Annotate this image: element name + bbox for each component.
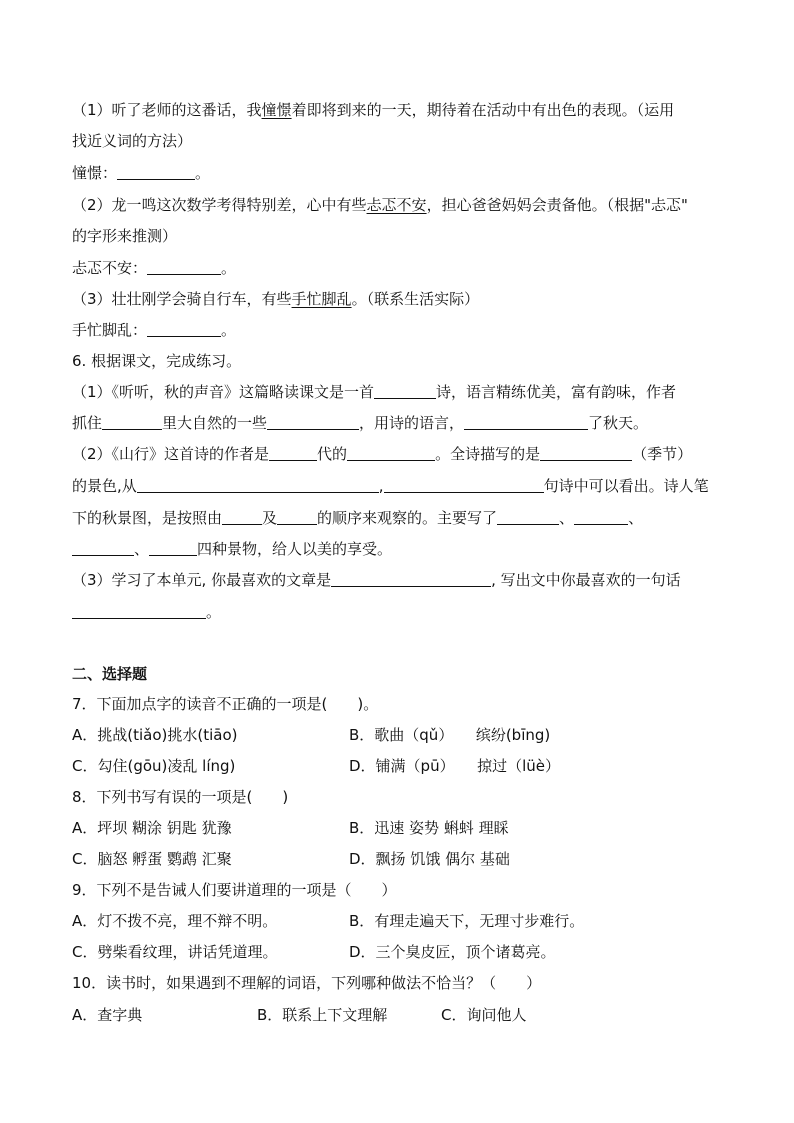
answer-blank[interactable] bbox=[117, 164, 195, 180]
q5-item3-keyword: 手忙脚乱 bbox=[291, 290, 352, 308]
answer-blank[interactable] bbox=[149, 540, 197, 556]
q5-item2-line: （2）龙一鸣这次数学考得特别差，心中有些忐忑不安，担心爸爸妈妈会责备他。（根据"忐忑" bbox=[72, 196, 688, 214]
q8-option-a[interactable]: A．坪坝 糊涂 钥匙 犹豫 bbox=[72, 819, 232, 837]
q7-option-a[interactable]: A．挑战(tiǎo)挑水(tiāo) bbox=[72, 726, 238, 744]
q6-p3-line1: （3）学习了本单元, 你最喜欢的文章是 , 写出文中你最喜欢的一句话 bbox=[72, 571, 681, 589]
q7-option-c[interactable]: C．勾住(gōu)凌乱 líng) bbox=[72, 757, 236, 775]
q9-stem: 9．下列不是告诫人们要讲道理的一项是（ ） bbox=[72, 881, 397, 899]
q6-p2-line1: （2）《山行》这首诗的作者是 代的 。全诗描写的是 （季节） bbox=[72, 445, 693, 463]
q6-p1-line1: （1）《听听，秋的声音》这篇略读课文是一首 诗，语言精练优美，富有韵味，作者 bbox=[72, 383, 677, 401]
q8-option-c[interactable]: C．脑怒 孵蛋 鹦鹉 汇聚 bbox=[72, 850, 232, 868]
answer-blank[interactable] bbox=[72, 540, 134, 556]
answer-blank[interactable] bbox=[267, 414, 359, 430]
q8-option-d[interactable]: D．飘扬 饥饿 偶尔 基础 bbox=[349, 850, 510, 868]
q5-item1-answer: 憧憬： 。 bbox=[72, 164, 211, 182]
q5-item2-answer: 忐忑不安： 。 bbox=[72, 259, 237, 277]
answer-blank[interactable] bbox=[574, 509, 628, 525]
answer-blank[interactable] bbox=[102, 414, 162, 430]
q6-p2-line3: 下的秋景图，是按照由 及 的顺序来观察的。主要写了 、 、 bbox=[72, 509, 644, 527]
answer-blank[interactable] bbox=[72, 603, 206, 619]
answer-blank[interactable] bbox=[222, 509, 262, 525]
answer-blank[interactable] bbox=[147, 321, 221, 337]
q5-item2-cont: 的字形来推测） bbox=[72, 227, 178, 245]
answer-blank[interactable] bbox=[277, 509, 317, 525]
q9-option-b[interactable]: B．有理走遍天下，无理寸步难行。 bbox=[349, 912, 585, 930]
q10-option-b[interactable]: B．联系上下文理解 bbox=[257, 1006, 388, 1024]
q5-item1-text: （1）听了老师的这番话，我 bbox=[72, 101, 262, 119]
answer-blank[interactable] bbox=[331, 571, 491, 587]
q5-item1-line bbox=[72, 100, 674, 120]
answer-blank[interactable] bbox=[137, 477, 379, 493]
answer-blank[interactable] bbox=[147, 259, 221, 275]
answer-blank[interactable] bbox=[497, 509, 559, 525]
q5-item1-cont: 找近义词的方法） bbox=[72, 132, 193, 150]
q5-item1-text-after: 着即将到来的一天，期待着在活动中有出色的表现。（运用 bbox=[291, 101, 675, 119]
q7-option-b[interactable]: B．歌曲（qǔ） 缤纷(bīng) bbox=[349, 726, 551, 744]
q7-stem: 7．下面加点字的读音不正确的一项是( )。 bbox=[72, 695, 379, 713]
q6-p2-line2: 的景色,从 , 句诗中可以看出。诗人笔 bbox=[72, 477, 709, 495]
q10-option-a[interactable]: A．查字典 bbox=[72, 1006, 143, 1024]
answer-blank[interactable] bbox=[464, 414, 588, 430]
q9-option-d[interactable]: D．三个臭皮匠，顶个诸葛亮。 bbox=[349, 943, 556, 961]
q6-title: 6. 根据课文，完成练习。 bbox=[72, 352, 242, 370]
answer-blank[interactable] bbox=[540, 445, 632, 461]
answer-blank[interactable] bbox=[347, 445, 435, 461]
answer-blank[interactable] bbox=[384, 477, 544, 493]
q9-option-c[interactable]: C．劈柴看纹理，讲话凭道理。 bbox=[72, 943, 278, 961]
q5-item3-line: （3）壮壮刚学会骑自行车，有些手忙脚乱。（联系生活实际） bbox=[72, 290, 480, 308]
q5-item2-keyword: 忐忑不安 bbox=[366, 196, 427, 214]
answer-blank[interactable] bbox=[374, 383, 436, 399]
q10-option-c[interactable]: C．询问他人 bbox=[441, 1006, 527, 1024]
q5-item1-keyword: 憧憬 bbox=[261, 101, 292, 119]
q10-stem: 10．读书时，如果遇到不理解的词语，下列哪种做法不恰当？（ ） bbox=[72, 974, 542, 992]
q5-item3-answer: 手忙脚乱： 。 bbox=[72, 321, 237, 339]
q7-option-d[interactable]: D．铺满（pū） 掠过（lüè） bbox=[349, 757, 560, 775]
answer-blank[interactable] bbox=[269, 445, 317, 461]
q6-p1-line2: 抓住 里大自然的一些 ，用诗的语言， 了秋天。 bbox=[72, 414, 649, 432]
section2-title: 二、选择题 bbox=[72, 665, 148, 683]
q9-option-a[interactable]: A．灯不拨不亮，理不辩不明。 bbox=[72, 912, 278, 930]
q6-p2-line4: 、 四种景物，给人以美的享受。 bbox=[72, 539, 392, 559]
q6-p3-line2: 。 bbox=[72, 602, 221, 622]
q8-stem: 8．下列书写有误的一项是( ) bbox=[72, 788, 289, 806]
q8-option-b[interactable]: B．迅速 姿势 蝌蚪 理睬 bbox=[349, 819, 509, 837]
